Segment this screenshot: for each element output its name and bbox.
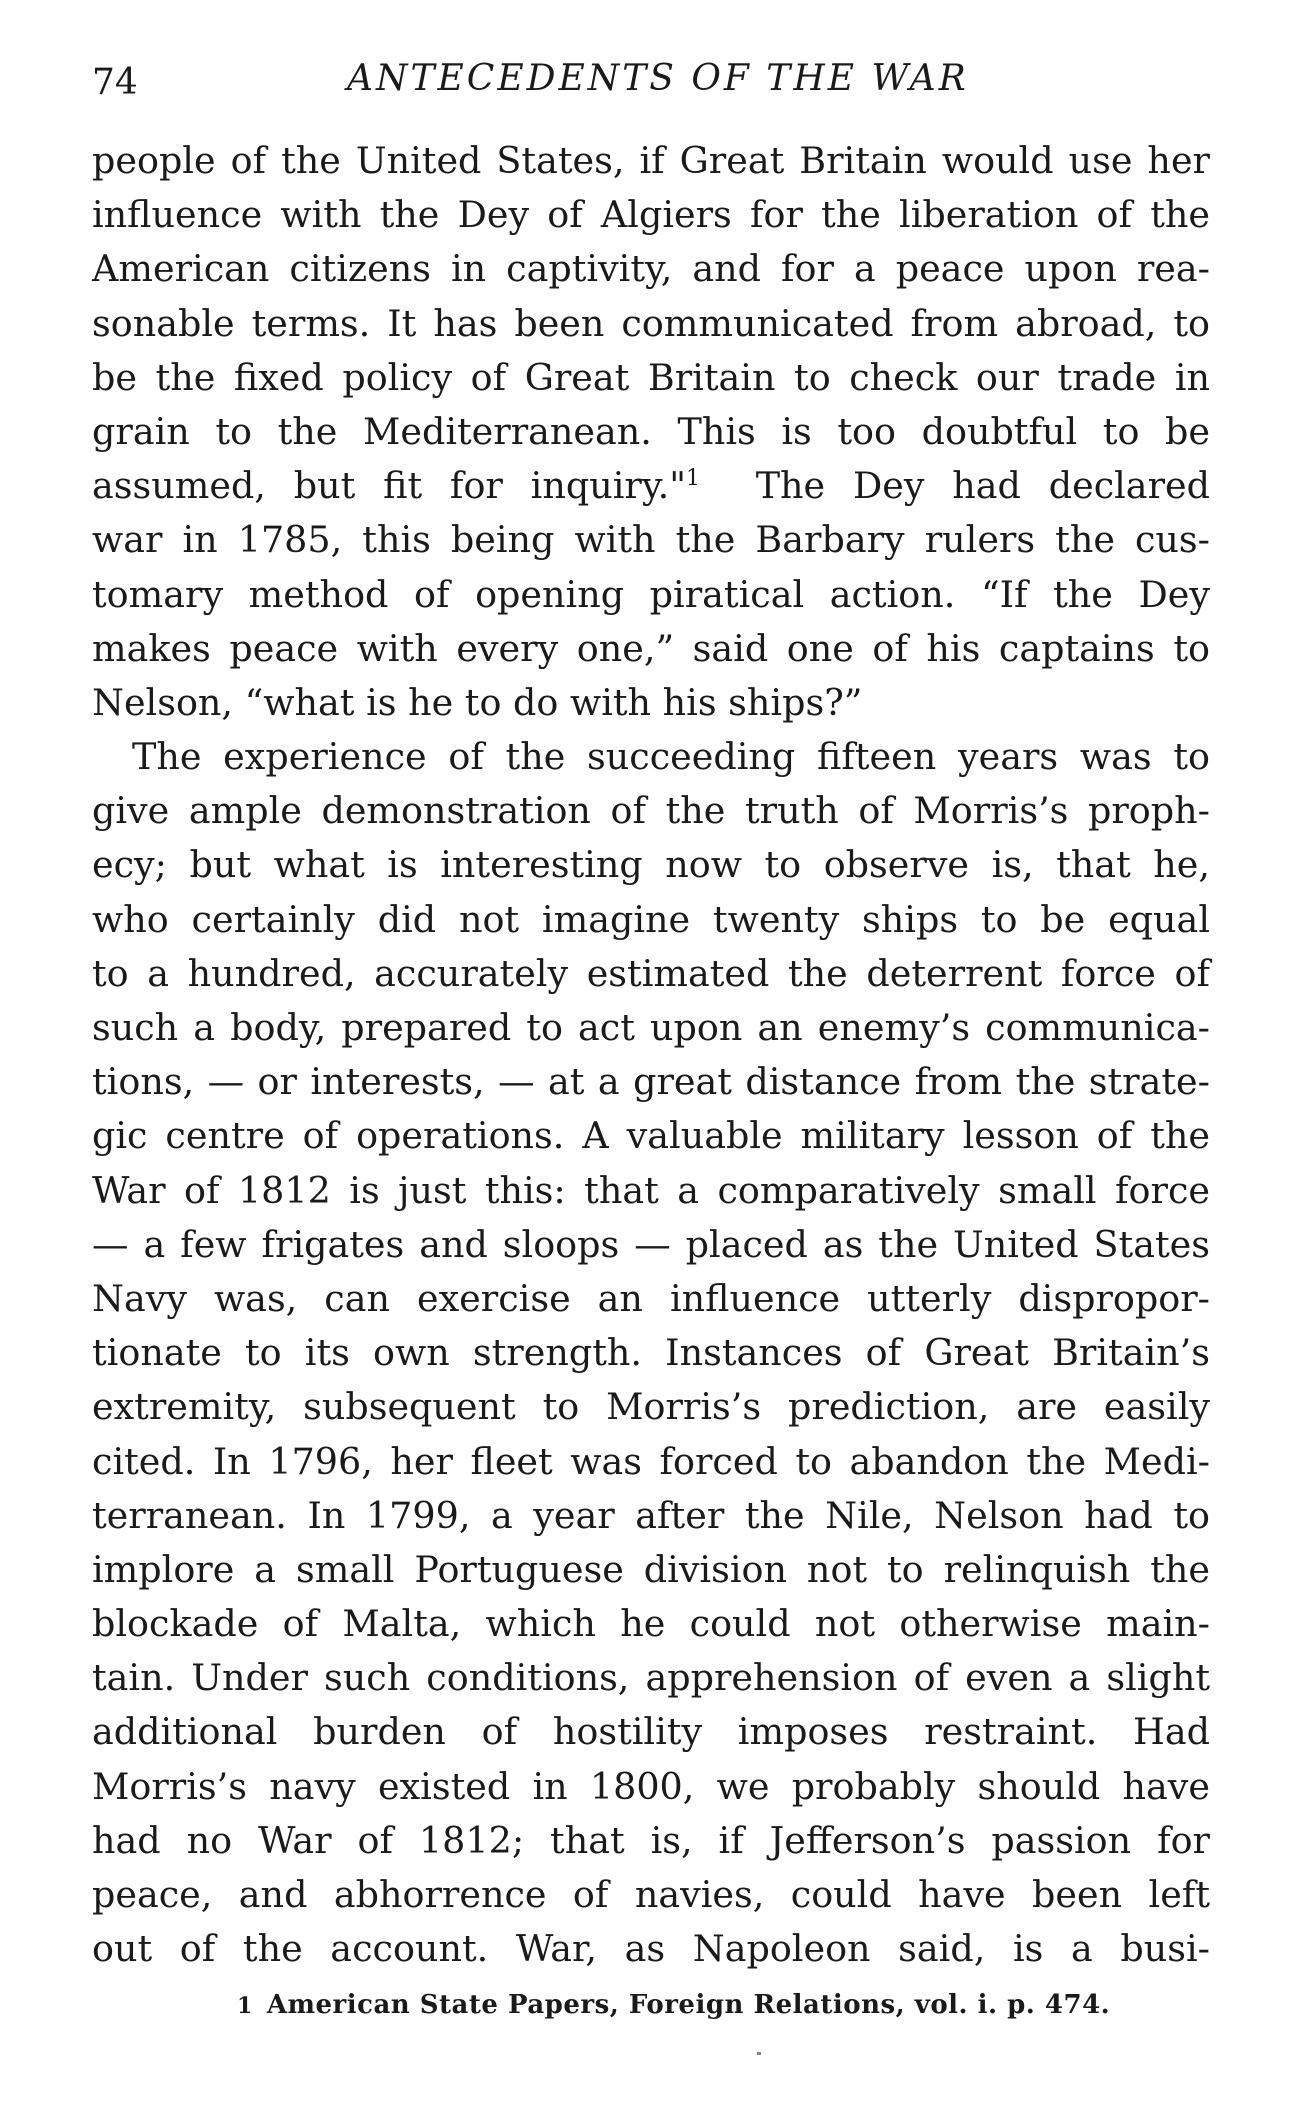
running-title: ANTECEDENTS OF THE WAR: [347, 58, 969, 99]
text-line: war in 1785, this being with the Barbary rulers the cus-: [92, 518, 1210, 562]
text-line: American citizens in captivity, and for a peace upon rea-: [92, 247, 1210, 291]
page-number: 74: [92, 62, 138, 103]
text-line: terranean. In 1799, a year after the Nile, Nelson had to: [92, 1493, 1210, 1537]
text-line: War of 1812 is just this: that a comparatively small force: [92, 1168, 1210, 1212]
text-line: — a few frigates and sloops — placed as the United States: [92, 1222, 1210, 1266]
text-line: out of the account. War, as Napoleon said, is a busi-: [92, 1927, 1210, 1971]
text-line: gic centre of operations. A valuable military lesson of the: [92, 1114, 1210, 1158]
text-line: such a body, prepared to act upon an enemy’s communica-: [92, 1006, 1210, 1049]
text-line: Nelson, “what is he to do with his ships?”: [92, 680, 863, 724]
text-line: tions, — or interests, — at a great distance from the strate-: [92, 1060, 1210, 1104]
text-line: extremity, subsequent to Morris’s prediction, are easily: [92, 1385, 1210, 1429]
book-page: [92, 58, 1210, 2020]
text-line: Navy was, can exercise an influence utterly dispropor-: [92, 1276, 1210, 1320]
footnote-reference: 1: [686, 465, 701, 491]
text-line: cited. In 1796, her fleet was forced to abandon the Medi-: [92, 1439, 1210, 1483]
text-line: blockade of Malta, which he could not otherwise main-: [92, 1602, 1210, 1646]
print-speck: [757, 2052, 761, 2055]
footnote-text: American State Papers, Foreign Relations, vol. i. p. 474.: [266, 1990, 1111, 2021]
body-text: [92, 134, 1210, 1976]
text-line: [92, 459, 1210, 513]
text-line: to a hundred, accurately estimated the deterrent force of: [92, 951, 1210, 995]
footnote: [92, 1990, 1210, 2020]
text-line: tomary method of opening piratical action. “If the Dey: [92, 572, 1210, 616]
text-line: who certainly did not imagine twenty ships to be equal: [92, 897, 1210, 941]
paragraph-start-line: The experience of the succeeding fifteen years was to: [132, 735, 1210, 779]
running-head: [92, 58, 1210, 114]
text-line-start: assumed, but fit for inquiry.": [92, 464, 687, 508]
text-line: implore a small Portuguese division not to relinquish the: [92, 1547, 1210, 1591]
text-line: peace, and abhorrence of navies, could have been left: [92, 1873, 1210, 1916]
footnote-marker: 1: [237, 1993, 253, 2020]
text-line: people of the United States, if Great Britain would use her: [92, 139, 1210, 182]
text-line: makes peace with every one,” said one of his captains to: [92, 626, 1210, 670]
text-line: ecy; but what is interesting now to observe is, that he,: [92, 843, 1210, 887]
text-line: give ample demonstration of the truth of Morris’s proph-: [92, 789, 1210, 833]
text-line: tionate to its own strength. Instances of Great Britain’s: [92, 1331, 1210, 1375]
text-line: had no War of 1812; that is, if Jefferson’s passion for: [92, 1818, 1210, 1862]
text-line: additional burden of hostility imposes restraint. Had: [92, 1710, 1210, 1754]
text-line: be the fixed policy of Great Britain to check our trade in: [92, 355, 1210, 399]
text-line: grain to the Mediterranean. This is too doubtful to be: [92, 409, 1210, 453]
text-line: influence with the Dey of Algiers for the liberation of the: [92, 193, 1210, 237]
text-line: Morris’s navy existed in 1800, we probably should have: [92, 1764, 1210, 1808]
text-line-end: The Dey had declared: [755, 464, 1210, 508]
text-line: tain. Under such conditions, apprehension of even a slight: [92, 1656, 1210, 1700]
text-line: sonable terms. It has been communicated from abroad, to: [92, 301, 1210, 345]
